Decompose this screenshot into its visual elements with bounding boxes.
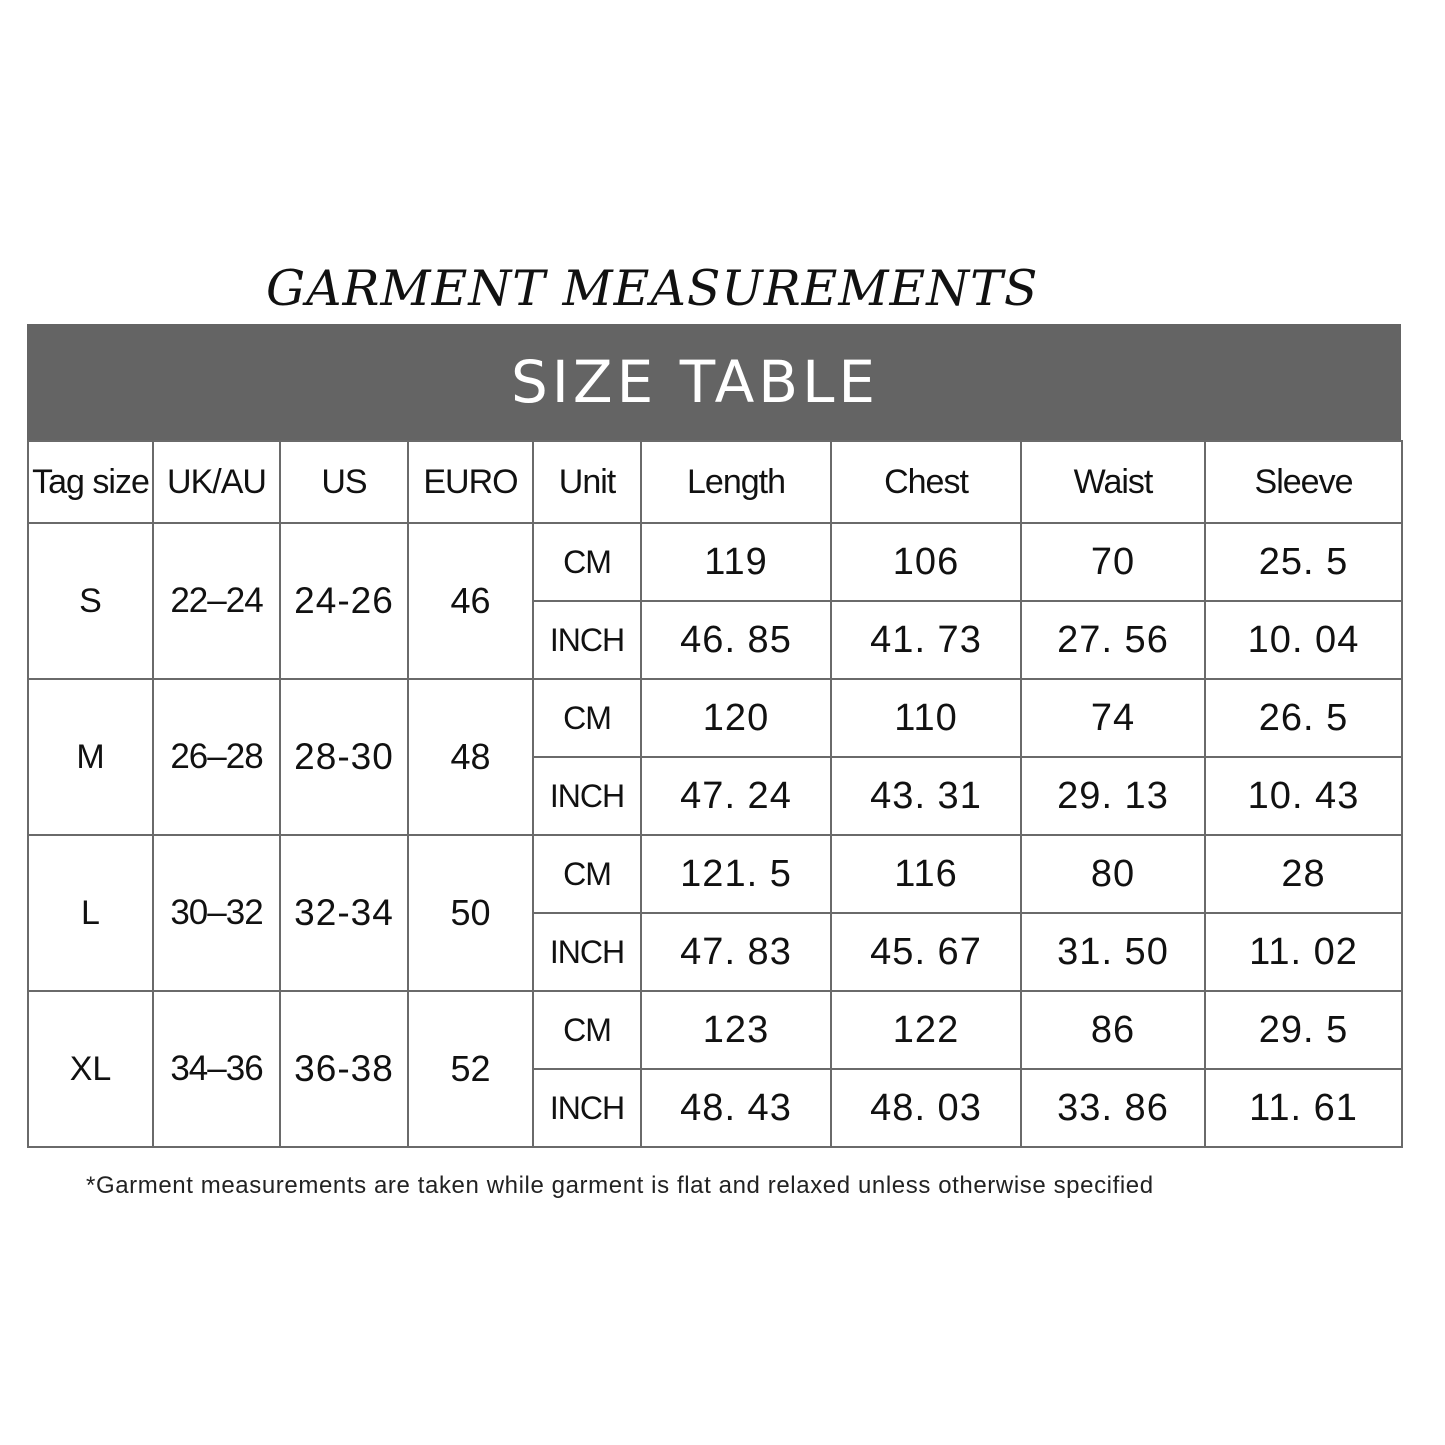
- us-cell: 36-38: [280, 991, 408, 1147]
- unit-cell: CM: [533, 991, 641, 1069]
- chest-cell: 110: [831, 679, 1021, 757]
- table-row: [28, 835, 1402, 913]
- sleeve-cell: 10. 04: [1205, 601, 1402, 679]
- unit-cell: INCH: [533, 1069, 641, 1147]
- header-row: [28, 441, 1402, 523]
- length-cell: 46. 85: [641, 601, 831, 679]
- chest-cell: 116: [831, 835, 1021, 913]
- garment-measurements-heading: GARMENT MEASUREMENTS: [266, 260, 1039, 317]
- table-row: [28, 523, 1402, 601]
- header-chest: Chest: [831, 441, 1021, 523]
- size-table: [27, 440, 1403, 1148]
- uk-au-cell: 30–32: [153, 835, 280, 991]
- header-waist: Waist: [1021, 441, 1205, 523]
- unit-cell: CM: [533, 523, 641, 601]
- header-sleeve: Sleeve: [1205, 441, 1402, 523]
- measurement-footnote: *Garment measurements are taken while garment is flat and relaxed unless otherwise specified: [86, 1172, 1154, 1199]
- uk-au-cell: 34–36: [153, 991, 280, 1147]
- uk-au-cell: 22–24: [153, 523, 280, 679]
- sleeve-cell: 11. 02: [1205, 913, 1402, 991]
- length-cell: 48. 43: [641, 1069, 831, 1147]
- sleeve-cell: 29. 5: [1205, 991, 1402, 1069]
- waist-cell: 80: [1021, 835, 1205, 913]
- length-cell: 121. 5: [641, 835, 831, 913]
- waist-cell: 29. 13: [1021, 757, 1205, 835]
- waist-cell: 74: [1021, 679, 1205, 757]
- sleeve-cell: 11. 61: [1205, 1069, 1402, 1147]
- header-length: Length: [641, 441, 831, 523]
- chest-cell: 45. 67: [831, 913, 1021, 991]
- table-row: [28, 679, 1402, 757]
- chest-cell: 41. 73: [831, 601, 1021, 679]
- unit-cell: CM: [533, 679, 641, 757]
- chest-cell: 43. 31: [831, 757, 1021, 835]
- size-table-container: [27, 324, 1401, 1148]
- euro-cell: 48: [408, 679, 533, 835]
- header-tag-size: Tag size: [28, 441, 153, 523]
- us-cell: 28-30: [280, 679, 408, 835]
- chest-cell: 122: [831, 991, 1021, 1069]
- sleeve-cell: 26. 5: [1205, 679, 1402, 757]
- tag-size-cell: XL: [28, 991, 153, 1147]
- unit-cell: INCH: [533, 913, 641, 991]
- size-table-banner: SIZE TABLE: [27, 324, 1401, 440]
- us-cell: 24-26: [280, 523, 408, 679]
- unit-cell: CM: [533, 835, 641, 913]
- tag-size-cell: S: [28, 523, 153, 679]
- tag-size-cell: M: [28, 679, 153, 835]
- chest-cell: 48. 03: [831, 1069, 1021, 1147]
- us-cell: 32-34: [280, 835, 408, 991]
- length-cell: 47. 83: [641, 913, 831, 991]
- waist-cell: 31. 50: [1021, 913, 1205, 991]
- uk-au-cell: 26–28: [153, 679, 280, 835]
- unit-cell: INCH: [533, 757, 641, 835]
- header-uk-au: UK/AU: [153, 441, 280, 523]
- header-us: US: [280, 441, 408, 523]
- euro-cell: 46: [408, 523, 533, 679]
- unit-cell: INCH: [533, 601, 641, 679]
- sleeve-cell: 28: [1205, 835, 1402, 913]
- waist-cell: 27. 56: [1021, 601, 1205, 679]
- tag-size-cell: L: [28, 835, 153, 991]
- table-row: [28, 991, 1402, 1069]
- length-cell: 47. 24: [641, 757, 831, 835]
- sleeve-cell: 10. 43: [1205, 757, 1402, 835]
- waist-cell: 86: [1021, 991, 1205, 1069]
- waist-cell: 70: [1021, 523, 1205, 601]
- waist-cell: 33. 86: [1021, 1069, 1205, 1147]
- length-cell: 119: [641, 523, 831, 601]
- chest-cell: 106: [831, 523, 1021, 601]
- euro-cell: 50: [408, 835, 533, 991]
- sleeve-cell: 25. 5: [1205, 523, 1402, 601]
- header-euro: EURO: [408, 441, 533, 523]
- length-cell: 120: [641, 679, 831, 757]
- header-unit: Unit: [533, 441, 641, 523]
- euro-cell: 52: [408, 991, 533, 1147]
- length-cell: 123: [641, 991, 831, 1069]
